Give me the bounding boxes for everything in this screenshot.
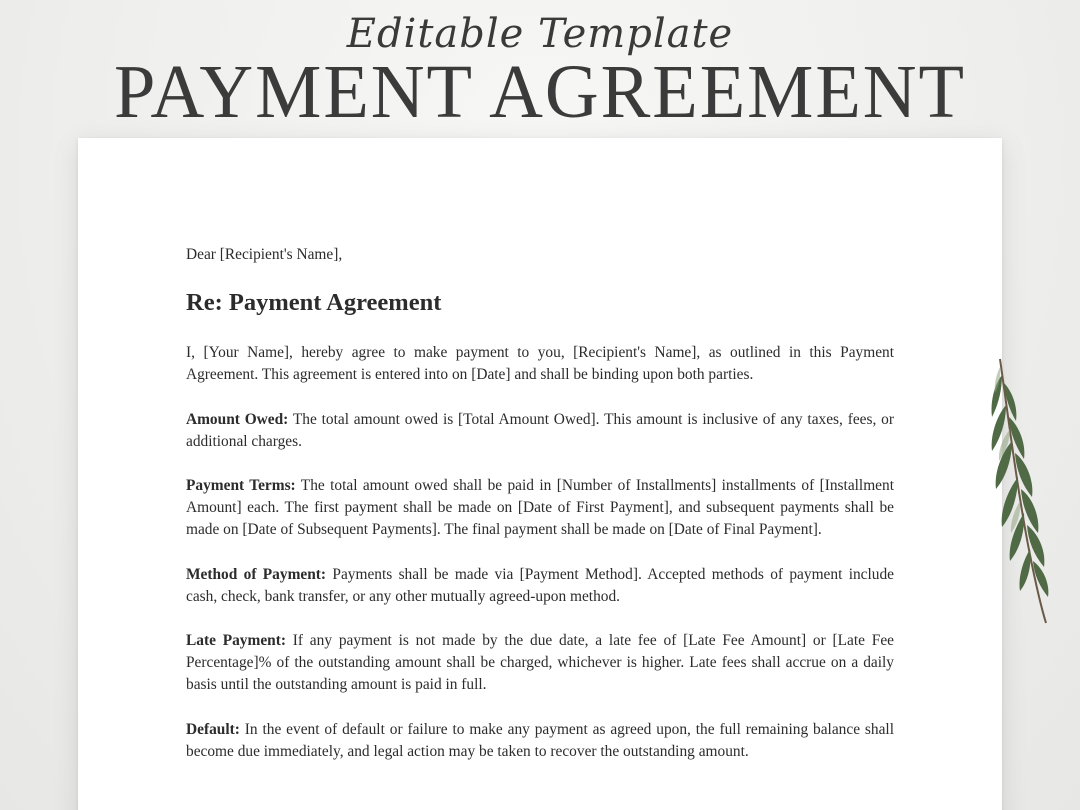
section-text: Payments shall be made via [Payment Method]. Accepted methods of payment include cash, check, bank transfer, or any other mutually agreed-upon method. [186,565,894,605]
document-heading: Re: Payment Agreement [186,289,442,317]
section-text: The total amount owed is [Total Amount Owed]. This amount is inclusive of any taxes, fees, or additional charges. [186,410,894,450]
section-payment-terms [186,475,894,542]
section-label: Default: [186,720,240,738]
section-label: Method of Payment: [186,565,327,583]
document-body [186,244,894,785]
section-label: Payment Terms: [186,477,296,495]
section-amount-owed [186,409,894,453]
intro-paragraph: I, [Your Name], hereby agree to make payment to you, [Recipient's Name], as outlined in this Payment Agreement. This agreement is entered into on [Date] and shall be binding upon both parties. [186,344,894,384]
document-sheet [78,138,1002,810]
section-label: Late Payment: [186,632,286,650]
section-text: In the event of default or failure to make any payment as agreed upon, the full remaining balance shall become due immediately, and legal action may be taken to recover the outstanding amount. [186,720,894,760]
salutation: Dear [Recipient's Name], [186,246,343,263]
section-text: If any payment is not made by the due date, a late fee of [Late Fee Amount] or [Late Fee Percentage]% of the outstanding amount shall be charged, whichever is higher. Late fees shall accrue on a daily basis until the outstanding amount is paid in full. [186,632,894,694]
page-title: PAYMENT AGREEMENT [113,50,967,134]
rosemary-sprig-icon [980,355,1060,630]
template-subtitle: Editable Template [346,11,734,57]
section-late-payment [186,630,894,697]
section-default [186,719,894,763]
section-label: Amount Owed: [186,410,289,428]
section-text: The total amount owed shall be paid in [Number of Installments] installments of [Installment Amount] each. The first payment shall be made on [Date of First Payment], and subsequent payments shall be made on [Date of Subsequent Payments]. The final payment shall be made on [Date of Final Payment]. [186,477,894,539]
section-method-of-payment [186,564,894,608]
